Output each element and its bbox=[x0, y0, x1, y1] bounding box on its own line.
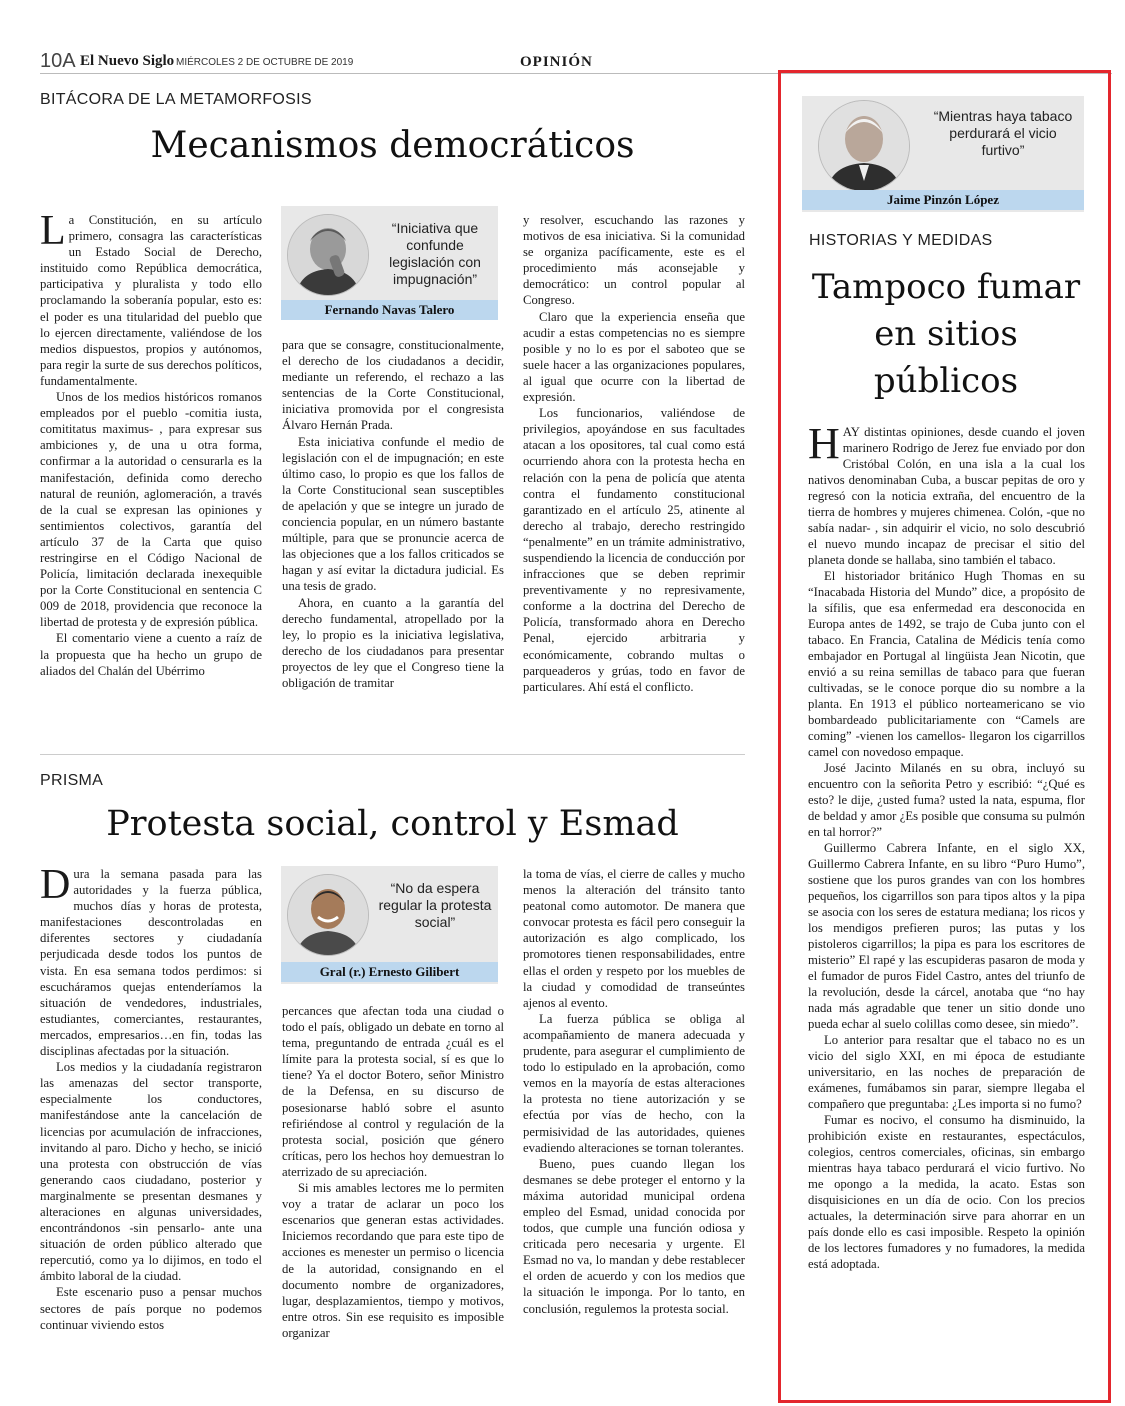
article2-author: Gral (r.) Ernesto Gilibert bbox=[281, 962, 498, 982]
article2-kicker: PRISMA bbox=[40, 772, 104, 789]
article1-paragraph: Esta iniciativa confunde el medio de legislación con el de impugnación; en este último caso, lo propio es que los fallos de la Corte Constitucional sean susceptibles de apelación y que se integre un jurado de conciencia popular, en un número bastante múltiple, para que se pronuncie acerca de las objeciones que a los fallos criticados se hagan y así evitar la dictadura judicial. Es una tesis de grado. bbox=[282, 434, 504, 594]
article3-headline: Tampoco fumar en sitios públicos bbox=[811, 267, 1081, 401]
page-number: 10A bbox=[40, 50, 76, 72]
article1-paragraph: Claro que la experiencia enseña que acudir a estas competencias no es siempre posible y no lo es por el saboteo que se suele hacer a las organizaciones populares, al igual que ocurre con la libertad de expresión. bbox=[523, 309, 745, 405]
article2-quote: “No da espera regular la protesta social” bbox=[378, 880, 492, 930]
article3-paragraph: Guillermo Cabrera Infante, en el siglo XX, Guillermo Cabrera Infante, en su libro “Puro Humo”, sostiene que los puros grandes van con los hombres pequeños, los cigarrillos son para tipos altos y la pipa se asocia con los seres de estatura mediana; los ricos y los mendigos prefieren puros; las putas y los pistoleros cigarrillos; la pipa es para los escritores de misterio” El rapé y las escupideras pasaron de moda y el fumador de puros Fidel Castro, antes del triunfo de la revolución, desde la cárcel, anotaba que “no hay nada más agradable que tener un sitio donde uno pueda echar al suelo colillas como desee, sin miedo”. bbox=[808, 841, 1085, 1031]
article3-paragraph: El historiador británico Hugh Thomas en su “Inacabada Historia del Mundo” dice, a propósito de la sífilis, que esa enfermedad era desconocida en Europa antes de 1492, se trajo de Cuba junto con el tabaco. En Francia, Catalina de Médicis tenía como embajador en Portugal al lingüista Jean Nicotin, que envió a su reina semillas de tabaco para que fueran cultivadas, se le conoce porque dio su nombre a la planta. En 1913 el público norteamericano se vio bombardeado publicitariamente con “Camels are coming” -vienen los camellos- llegaron los cigarrillos camel con novedoso empaque. bbox=[808, 569, 1085, 759]
article3-quote: “Mientras haya tabaco perdurará el vicio furtivo” bbox=[933, 108, 1073, 158]
author-portrait-gilibert bbox=[287, 874, 369, 956]
article1-paragraph: y resolver, escuchando las razones y motivos de esa iniciativa. Si la comunidad se organiza pacíficamente, este es el procedimiento más aconsejable y democrático: un control popular al Congreso. bbox=[523, 213, 745, 308]
article1-paragraph: Unos de los medios históricos romanos empleados por el pueblo -comitia iusta, comititatus maximus- , para expresar sus ambiciones y, de una u otra forma, confirmar a la autoridad o censurarla es la manifestación, definida como derecho natural de reunión, aglomeración, a través de la cual se expresan las opiniones y sentimientos colectivos, garantía del artículo 37 de la Carta que quiso restringirse en el Código Nacional de Policía, limitación declarada inexequible por la Corte Constitucional en sentencia C 009 de 2018, providencia que reconoce la libertad de protesta y de expresión pública. bbox=[40, 390, 262, 630]
portrait-image bbox=[288, 875, 368, 955]
newspaper-name: El Nuevo Siglo bbox=[80, 53, 175, 69]
article1-paragraph: Ahora, en cuanto a la garantía del derecho fundamental, atropellado por la ley, lo propio es la iniciativa legislativa, derecho de los ciudadanos para presentar proyectos de ley que el Congreso tiene la obligación de tramitar bbox=[282, 595, 504, 690]
article1-paragraph: para que se consagre, constitucionalmente, el derecho de los ciudadanos a decidir, mediante un referendo, el rechazo a las sentencias de la Corte Constitucional, iniciativa promovida por el congresista Álvaro Hernán Prada. bbox=[282, 338, 504, 433]
article2-paragraph: Dura la semana pasada para las autoridades y la fuerza pública, muchos días y horas de protesta, manifestaciones descontroladas en diferentes sectores y ciudadanía perjudicada desde todos los puntos de vista. En esa semana todos perdimos: si escucháramos quejas entenderíamos la situación de vendedores, industriales, estudiantes, comerciantes, restaurantes, mercados, empresarios…en fin, todas las disciplinas afectadas por la situación. bbox=[40, 862, 262, 1059]
article2-paragraph: Bueno, pues cuando llegan los desmanes se debe proteger el entorno y la máxima autoridad municipal ordena empleo del Esmad, unidad conocida por todos, que cumple una función odiosa y criticada pero necesaria y urgente. El Esmad no va, lo mandan y debe restablecer el orden de acuerdo y con los medios que la situación le imponga. Por lo tanto, en conclusión, regulemos la protesta social. bbox=[523, 1156, 745, 1316]
article1-column-1 bbox=[40, 208, 262, 712]
article3-quote-box bbox=[802, 96, 1084, 212]
article2-column-3 bbox=[523, 866, 745, 1356]
article2-paragraph: Este escenario puso a pensar muchos sectores de país porque no podemos continuar viviendo estos bbox=[40, 1285, 262, 1332]
article1-column-3 bbox=[523, 212, 745, 712]
article2-quote-box bbox=[281, 866, 498, 984]
article2-paragraph: la toma de vías, el cierre de calles y mucho menos la alteración del tránsito tanto peatonal como automotor. De manera que convocar protesta es fácil pero conseguir la autorización es algo complicado, los promotores tienen responsabilidades, entre ellas el orden y respeto por los muebles de la ciudad y comodidad de transeúntes ajenos al evento. bbox=[523, 867, 745, 1010]
portrait-image bbox=[288, 215, 368, 295]
article1-quote: “Iniciativa que confunde legislación con impugnación” bbox=[389, 220, 481, 287]
article1-author: Fernando Navas Talero bbox=[281, 300, 498, 320]
article1-kicker: BITÁCORA DE LA METAMORFOSIS bbox=[40, 91, 312, 108]
article2-headline: Protesta social, control y Esmad bbox=[106, 804, 679, 844]
article2-column-1 bbox=[40, 862, 262, 1356]
issue-date: MIÉRCOLES 2 DE OCTUBRE DE 2019 bbox=[176, 57, 354, 68]
article1-quote-box bbox=[281, 206, 498, 320]
article2-paragraph: Los medios y la ciudadanía registraron las amenazas del sector transporte, especialmente los conductores, manifestándose ante la cancelación de licencias por acumulación de infracciones, invitando al paro. Dicho y hecho, se inició una protesta con obstrucción de vías generando caos ciudadano, posterior y marginalmente se presentan desmanes y alteraciones en algunas universidades, encontrándonos -sin pensarlo- ante una situación de orden público alterado que repercutió, como ya lo dijimos, en todo el ámbito laboral de la ciudad. bbox=[40, 1060, 262, 1284]
article2-column-2 bbox=[282, 1003, 504, 1356]
article1-paragraph: La Constitución, en su artículo primero, consagra las características un Estado Social de Derecho, instituido como República democrática, participativa y pluralista y todo ello proclamando la soberanía popular, esto es: el poder es una titularidad del pueblo que lo ejercen directamente, valiéndose de los medios dispuestos, propios y autónomos, para regir la surte de sus derechos políticos, fundamentalmente. bbox=[40, 208, 262, 388]
article1-column-2 bbox=[282, 337, 504, 712]
author-portrait-navas bbox=[287, 214, 369, 296]
article-separator bbox=[40, 754, 745, 755]
article3-kicker: HISTORIAS Y MEDIDAS bbox=[809, 232, 993, 249]
portrait-image bbox=[819, 101, 909, 191]
article2-paragraph: La fuerza pública se obliga al acompañamiento de manera adecuada y prudente, para asegurar el cumplimiento de todo lo estipulado en la aprobación, como vemos en la mayoría de estas alteraciones la protesta no tiene autorización y se efectúa por vías de hecho, con la permisividad de las autoridades, quienes evadiendo alteraciones se tornan tolerantes. bbox=[523, 1011, 745, 1155]
article2-paragraph: percances que afectan toda una ciudad o todo el país, obligado un debate en torno al tema, preguntando de entrada ¿cuál es el límite para la protesta social, sí es que lo tiene? Ya el doctor Botero, señor Ministro de la Defensa, en su discurso de posesionarse habló sobre el asunto refiriéndose al control y regulación de la protesta social, posición que género críticas, pero los hechos hoy demuestran lo aterrizado de su apreciación. bbox=[282, 1004, 504, 1179]
article3-paragraph: Lo anterior para resaltar que el tabaco no es un vicio del siglo XXI, en mi época de estudiante universitario, en las noches de preparación de exámenes, fumábamos sin parar, siempre llegaba el compañero que preguntaba: ¿Les importa si no fumo? bbox=[808, 1033, 1085, 1111]
author-portrait-pinzon bbox=[818, 100, 910, 192]
article3-paragraph: Fumar es nocivo, el consumo ha disminuido, la prohibición existe en restaurantes, espectáculos, colegios, centros comerciales, oficinas, sin embargo mientras haya tabaco perdurará el vicio furtivo. No me opongo a la medida, la acato. Estas son disquisiciones en un día de ocio. Con los precios actuales, la determinación sirve para ahorrar en un país donde ello es casi imposible. Respeto la opinión de los lectores fumadores y no fumadores, la medida está adoptada. bbox=[808, 1113, 1085, 1271]
article3-author: Jaime Pinzón López bbox=[802, 190, 1084, 210]
article1-paragraph: Los funcionarios, valiéndose de privilegios, apoyándose en sus facultades atacan a los opositores, tal cual como está ocurriendo ahora con la protesta hecha en relación con la pena de policía que atenta contra el fundamento constitucional garantizado en el artículo 25, atinente al derecho al trabajo, derecho restringido “penalmente” en un trámite administrativo, suspendiendo la licencia de conducción por infracciones que se deben reprimir preventivamente y no represivamente, conforme a la doctrina del Derecho de Policía, transformado ahora en Derecho Penal, ejercido arbitraria y económicamente, cobrando multas o parqueaderos y grúas, todo en favor de particulares. Ahí está el conflicto. bbox=[523, 406, 745, 694]
section-title: OPINIÓN bbox=[520, 54, 593, 70]
article3-paragraph: HAY distintas opiniones, desde cuando el joven marinero Rodrigo de Jerez fue enviado por don Cristóbal Colón, en una isla a la cual los nativos denominaban Cuba, a buscar pepitas de oro y regresó con la noticia extraña, del encuentro de la tierra de hombres y mujeres chimenea. Colón, -que no sabía nadar- , sin adquirir el vicio, no solo descubrió el nuevo mundo incapaz de precisar el sitio del planeta donde se hallaba, sino también el tabaco. bbox=[808, 419, 1085, 567]
article3-body bbox=[808, 419, 1085, 1389]
article1-headline: Mecanismos democráticos bbox=[150, 125, 635, 166]
article3-paragraph: José Jacinto Milanés en su obra, incluyó su encuentro con la señorita Petro y escribió: “¿Qué es esto? le dije, ¿usted fuma? usted la nata, espuma, flor de beldad y amor ¿Es posible que consuma su pulmón en tal horror?” bbox=[808, 761, 1085, 839]
article2-paragraph: Si mis amables lectores me lo permiten voy a tratar de aclarar un poco los escenarios que generan estas actividades. Iniciemos recordando que para este tipo de acciones es menester un permiso o licencia de la autoridad, consignando en el documento nombre de organizadores, lugar, desplazamientos, tiempo y motivos, entre otros. Sin ese requisito es imposible organizar bbox=[282, 1181, 504, 1340]
article1-paragraph: El comentario viene a cuento a raíz de la propuesta que ha hecho un grupo de aliados del Chalán del Ubérrimo bbox=[40, 631, 262, 678]
